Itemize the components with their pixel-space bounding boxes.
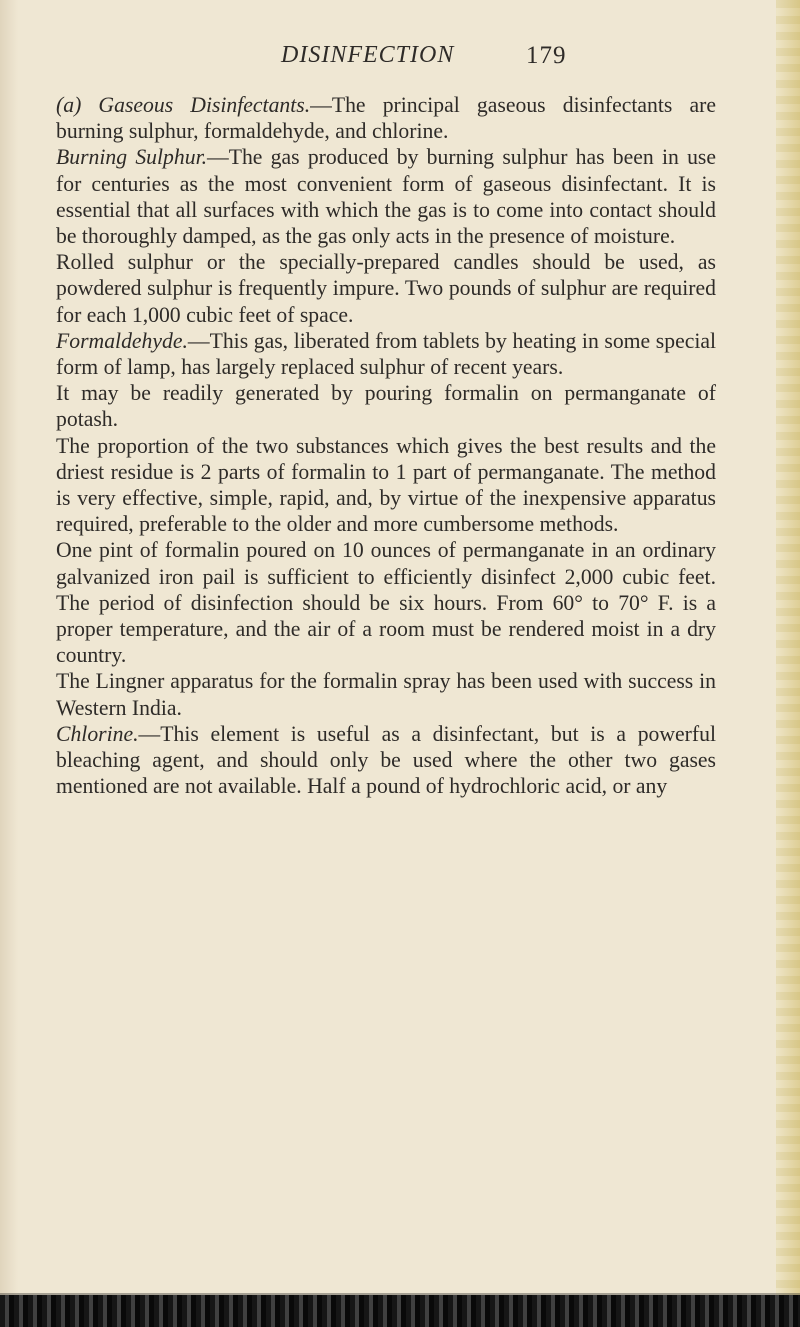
running-head: DISINFECTION (281, 42, 455, 68)
page-number: 179 (526, 42, 567, 69)
paragraph (56, 537, 716, 668)
paragraph (56, 433, 716, 538)
paragraph (56, 721, 716, 800)
paragraph-text: Rolled sulphur or the specially-prepared candles should be used, as powdered sulphur is frequently impure. Two pounds of sulphur are required for each 1,000 cubic feet of space. (56, 250, 716, 327)
bottom-binding-band (0, 1295, 800, 1327)
section-heading: Formaldehyde. (56, 328, 188, 353)
paragraph (56, 380, 716, 432)
section-heading: Chlorine. (56, 721, 139, 746)
paragraph (56, 328, 716, 380)
page-header (281, 42, 701, 82)
paragraph-text: One pint of formalin poured on 10 ounces of permanganate in an ordinary galvanized iron pail is sufficient to efficiently disinfect 2,000 cubic feet. The period of disinfection should be six hours. From 60° to 70° F. is a proper temperature, and the air of a room must be rendered moist in a dry country. (56, 538, 716, 668)
paragraph (56, 144, 716, 249)
section-heading: (a) Gaseous Disinfectants. (56, 93, 311, 117)
section-heading: Burning Sulphur. (56, 145, 208, 170)
paragraph (56, 92, 716, 144)
paragraph-text: The proportion of the two substances which gives the best results and the driest residue is 2 parts of formalin to 1 part of permanganate. The method is very effective, simple, rapid, and, by virtue of the inexpensive apparatus required, preferable to the older and more cumbersome methods. (56, 433, 716, 537)
paragraph-text: —The gas produced by burning sulphur has been in use for centuries as the most convenient form of gaseous disinfectant. It is essential that all surfaces with which the gas is to come into contact should be thoroughly damped, as the gas only acts in the presence of moisture. (56, 145, 716, 249)
paragraph (56, 249, 716, 328)
paragraph-text: —The principal gaseous disinfectants are burning sulphur, formaldehyde, and chlorine. (56, 93, 716, 144)
paragraph-text: —This gas, liberated from tablets by heating in some special form of lamp, has largely replaced sulphur of recent years. (56, 328, 716, 380)
paragraph (56, 668, 716, 720)
paragraph-text: It may be readily generated by pouring formalin on permanganate of potash. (56, 381, 716, 432)
paragraph-text: The Lingner apparatus for the formalin spray has been used with success in Western India. (56, 669, 716, 720)
body-text (56, 92, 716, 799)
page-edge-decoration (776, 0, 800, 1327)
paragraph-text: —This element is useful as a disinfectant, but is a powerful bleaching agent, and should only be used where the other two gases mentioned are not available. Half a pound of hydrochloric acid, or any (56, 721, 716, 799)
